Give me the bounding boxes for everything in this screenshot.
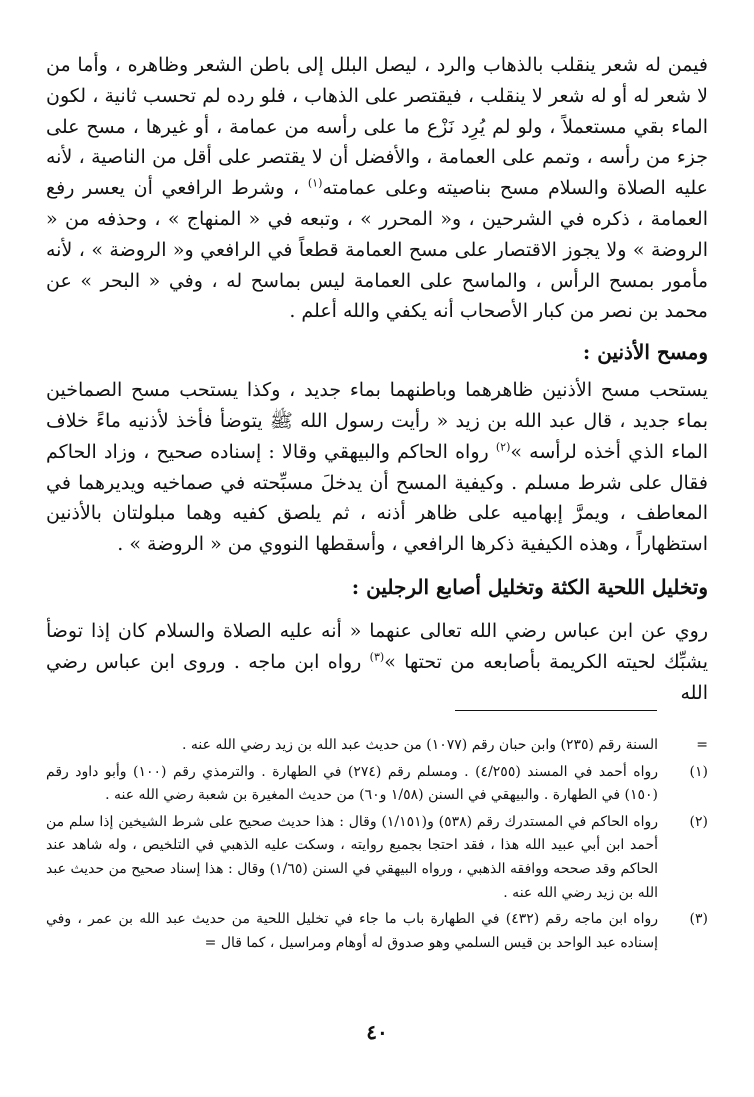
page-number: ٤٠ [366,1020,388,1044]
paragraph-2: يستحب مسح الأذنين ظاهرهما وباطنهما بماء جديد ، وكذا يستحب مسح الصماخين بماء جديد ، قال عبد الله بن زيد « رأيت رسول الله ﷺ يتوضأ فأخذ لأذنيه ماءً خلاف الماء الذي أخذه لرأسه »$^{(٢)}$ رواه الحاكم والبيهقي وقالا : إسناده صحيح ، وزاد الحاكم فقال على شرط مسلم . وكيفية المسح أن يدخلَ مسبِّحته في صماخيه ويديرهما في المعاطف ، ويمرَّ إبهاميه على ظاهر أذنه ، ثم يلصق كفيه وهما مبلولتان بالأذنين استظهاراً ، وهذه الكيفية ذكرها الرافعي ، وأسقطها النووي من « الروضة » . [46,379,708,556]
footnote-marker: (١) [689,763,708,780]
footnote-marker: (٣) [689,911,708,928]
footnotes [46,734,708,958]
footnote-1 [46,761,708,808]
footnote-marker: = [696,737,708,753]
footnote-text: رواه أحمد في المسند (٤/٢٥٥) . ومسلم رقم (٢٧٤) في الطهارة . والترمذي رقم (١٠٠) وأبو داود رقم (١٥٠) في الطهارة . والبيهقي في السنن (١/٥٨ و٦٠) من حديث المغيرة بن شعبة رضي الله عنه . [46,763,658,804]
footnote-ref-1: (١) [307,176,323,190]
footnote-text: رواه الحاكم في المستدرك رقم (٥٣٨) و(١/١٥١) وقال : هذا حديث صحيح على شرط الشيخين إذا سلم من أحمد ابن أبي عبيد الله هذا ، فقد احتجا بجميع روايته ، وسكت عليه الذهبي في التلخيص ، وله شاهد عند الحاكم وقد صححه ووافقه الذهبي ، ورواه البيهقي في السنن (١/٦٥) وقال : هذا إسناد صحيح من حديث عبد الله بن زيد رضي الله عنه . [46,813,658,901]
main-text [46,50,708,708]
footnote-3 [46,908,708,955]
footnote-ref-2: (٢) [495,440,511,454]
footnote-marker: (٢) [689,813,708,830]
paragraph-3: روي عن ابن عباس رضي الله تعالى عنهما « أنه عليه الصلاة والسلام كان إذا توضأ يشبِّك لحيته الكريمة بأصابعه من تحتها »$^{(٣)}$ رواه ابن ماجه . وروى ابن عباس رضي الله [46,619,708,704]
footnote-separator [455,710,657,711]
footnote-2 [46,811,708,905]
section-heading-beard: وتخليل اللحية الكثة وتخليل أصابع الرجلين : [351,574,708,599]
section-heading-ears: ومسح الأذنين : [582,340,708,365]
footnote-continuation [46,734,708,758]
paragraph-1: فيمن له شعر ينقلب بالذهاب والرد ، ليصل البلل إلى باطن الشعر وظاهره ، وأما من لا شعر له أو له شعر لا ينقلب ، فيقتصر على الذهاب ، فلو رده لم تحسب ثانية ، لكون الماء بقي مستعملاً ، ولو لم يُرِد نَزْع ما على رأسه من عمامة ، أو غيرها ، مسح على جزء من رأسه ، وتمم على العمامة ، والأفضل أن لا يقتصر على أقل من الناصية ، لأنه عليه الصلاة والسلام مسح بناصيته وعلى عمامته$^{(١)}$ ، وشرط الرافعي أن يعسر رفع العمامة ، ذكره في الشرحين ، و« المحرر » ، وتبعه في « المنهاج » ، وحذفه من « الروضة » ولا يجوز الاقتصار على مسح العمامة قطعاً في الرافعي و« الروضة » ، لأنه مأمور بمسح الرأس ، والماسح على العمامة ليس بماسح له ، وفي « البحر » عن محمد بن نصر من كبار الأصحاب أنه يكفي والله أعلم . [46,54,709,323]
footnote-text: رواه ابن ماجه رقم (٤٣٢) في الطهارة باب ما جاء في تخليل اللحية من حديث عبد الله بن عمر ، وفي إسناده عبد الواحد بن قيس السلمي وهو صدوق له أوهام ومراسيل ، كما قال = [46,911,658,951]
footnote-text: السنة رقم (٢٣٥) وابن حبان رقم (١٠٧٧) من حديث عبد الله بن زيد رضي الله عنه . [182,737,658,753]
footnote-ref-3: (٣) [369,650,385,664]
